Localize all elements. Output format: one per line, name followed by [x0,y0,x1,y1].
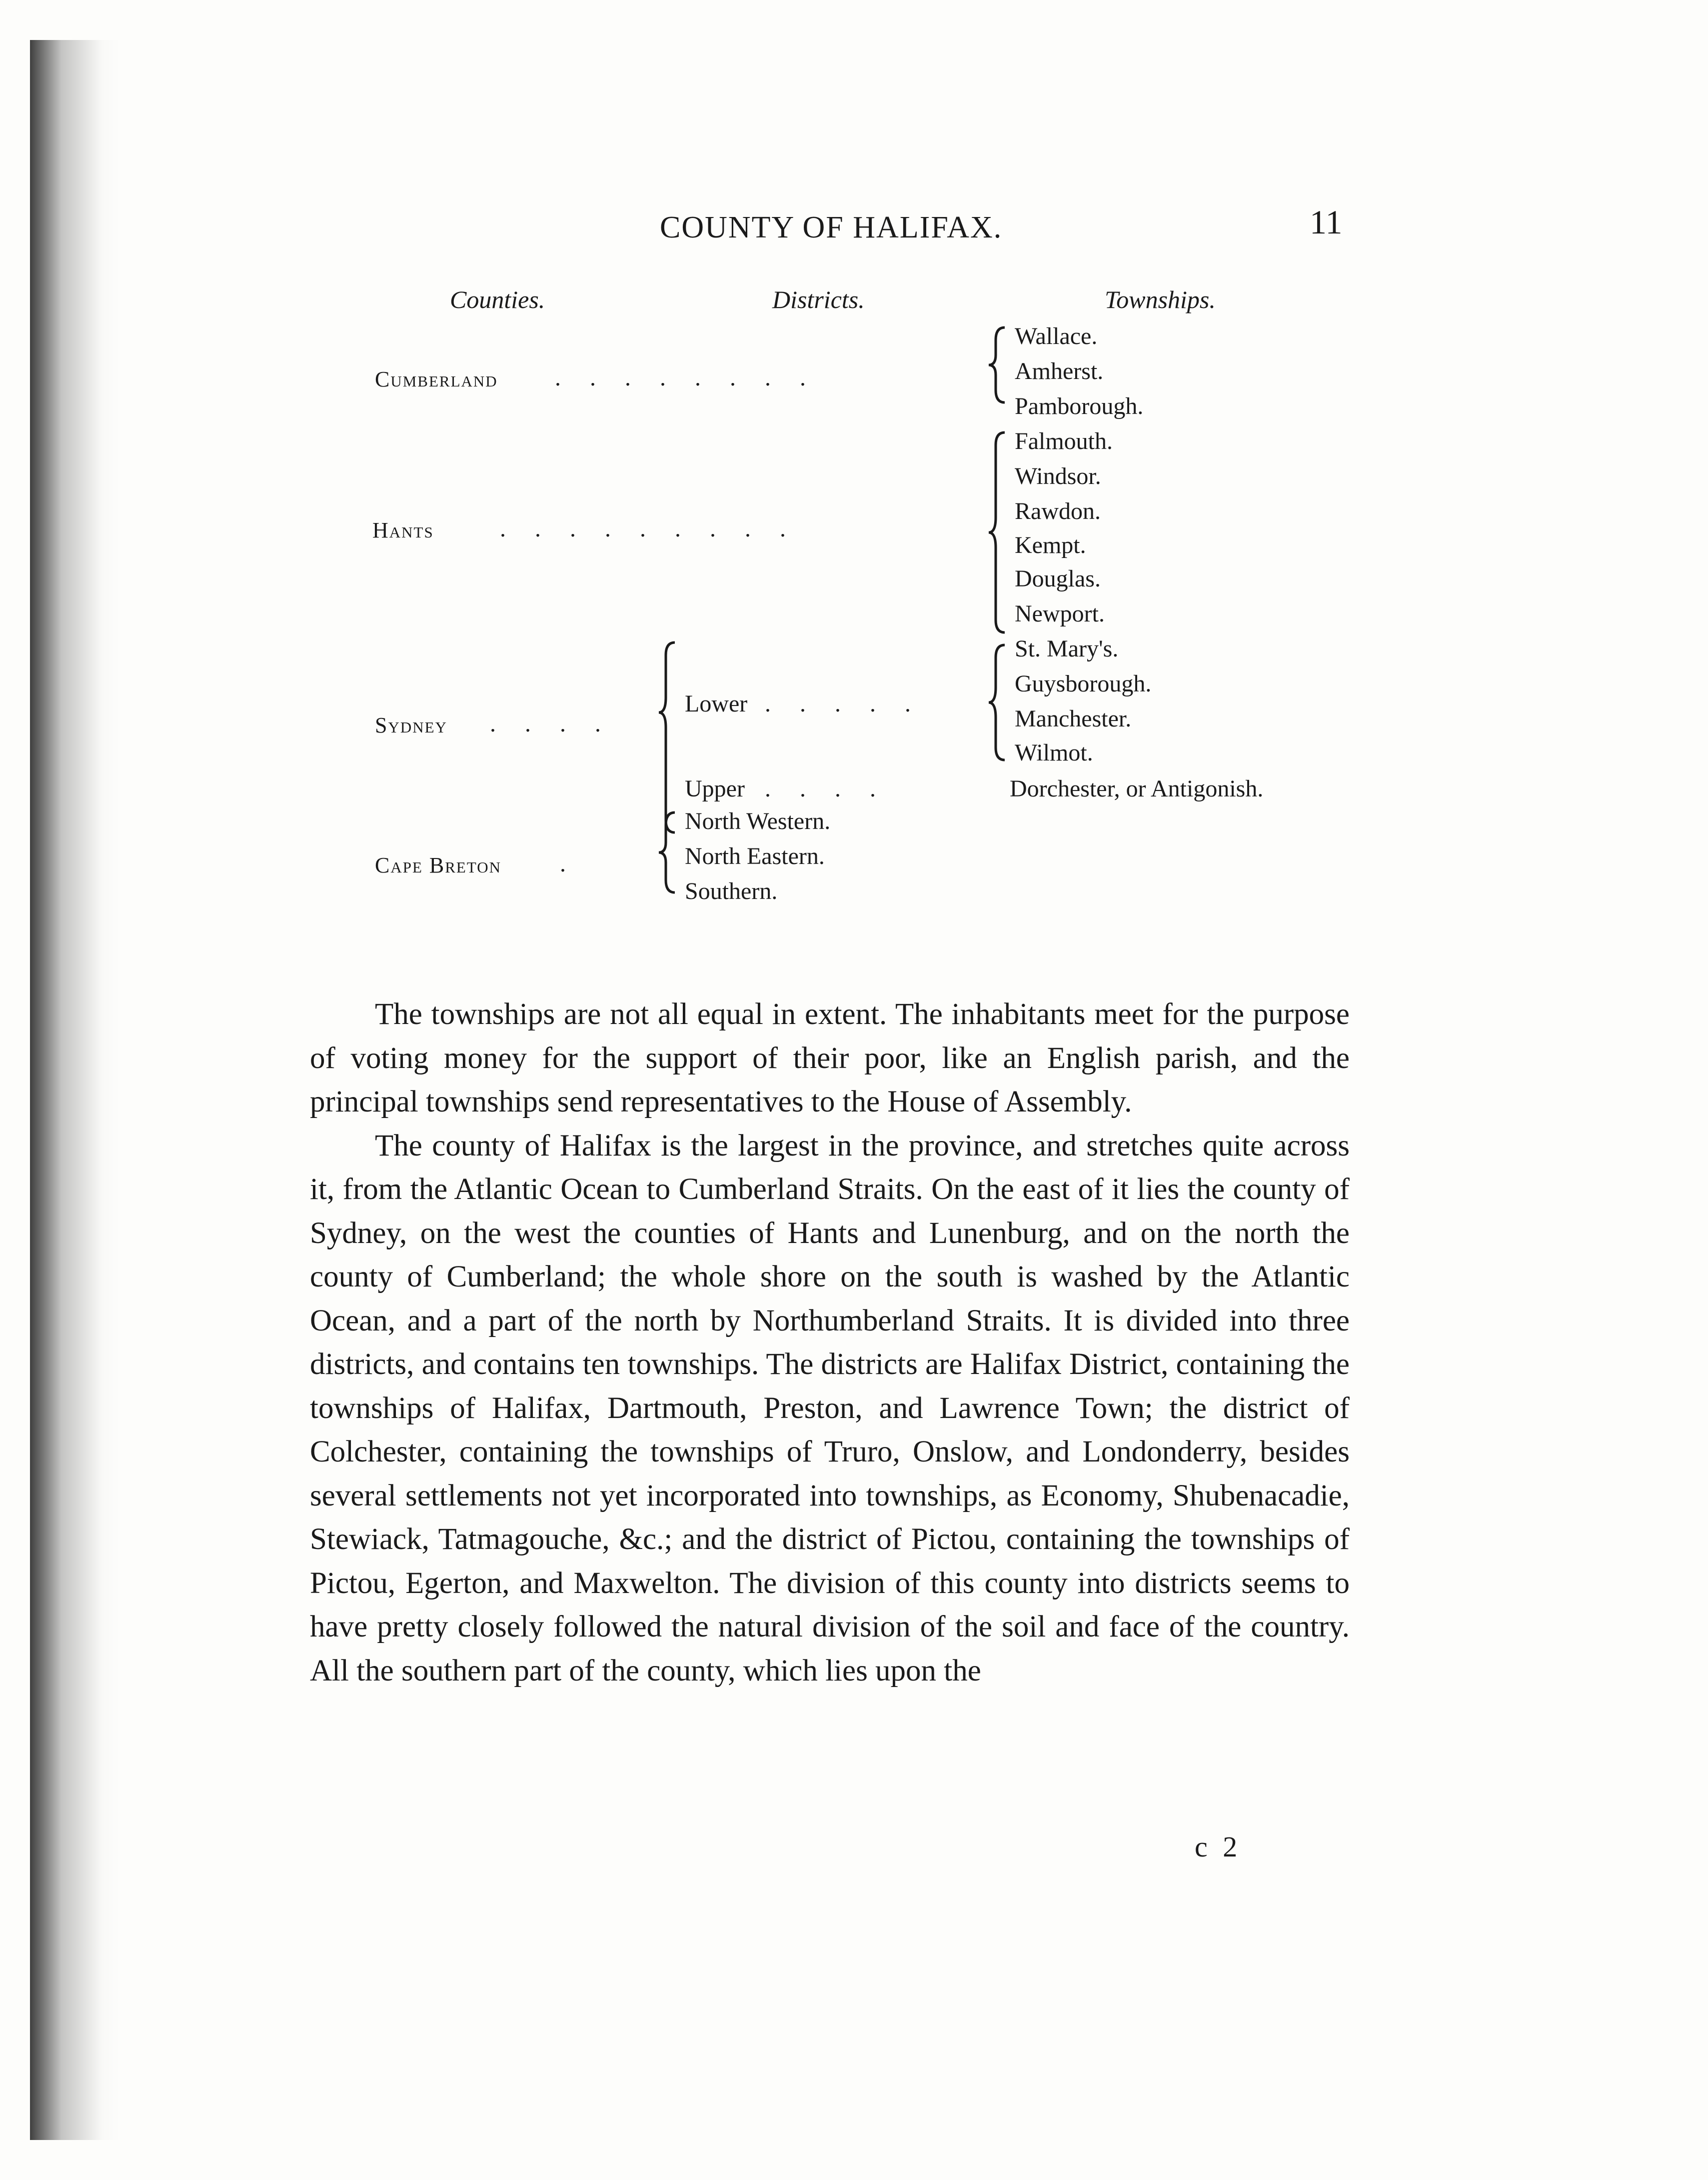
leader-dots: ........ [555,364,835,391]
township-amherst: Amherst. [1015,358,1104,384]
township-douglas: Douglas. [1015,566,1101,592]
township-windsor: Windsor. [1015,463,1101,490]
township-wilmot: Wilmot. [1015,740,1093,766]
district-southern: Southern. [685,878,778,904]
district-north-western: North Western. [685,808,831,834]
township-pamborough: Pamborough. [1015,393,1144,420]
township-rawdon: Rawdon. [1015,498,1101,524]
township-dorchester: Dorchester, or Antigonish. [1010,776,1264,802]
township-guysborough: Guysborough. [1015,670,1152,697]
township-newport: Newport. [1015,600,1105,627]
paragraph: The townships are not all equal in extent. The inhabitants meet for the purpose of voting money for the support of their poor, like an English parish, and the principal townships send representatives to the House of Assembly. [310,998,1350,1118]
body-text [310,992,1350,1692]
township-st-marys: St. Mary's. [1015,636,1119,662]
paragraph: The county of Halifax is the largest in the province, and stretches quite across it, from the Atlantic Ocean to Cumberland Straits. On the east of it lies the county of Sydney, on the west the counties of Hants and Lunenburg, and on the north the county of Cumberland; the whole shore on the south is washed by the Atlantic Ocean, and a part of the north by Northumberland Straits. It is divided into three districts, and contains ten townships. The districts are Halifax District, containing the townships of Halifax, Dartmouth, Preston, and Lawrence Town; the district of Colchester, containing the townships of Truro, Onslow, and Londonderry, besides several settlements not yet incorporated into townships, as Economy, Shubenacadie, Stewiack, Tatmagouche, &c.; and the district of Pictou, containing the townships of Pictou, Egerton, and Maxwelton. The division of this county into districts seems to have pretty closely followed the natural division of the soil and face of the country. All the southern part of the county, which lies upon the [310,1128,1350,1688]
district-north-eastern: North Eastern. [685,843,825,870]
township-kempt: Kempt. [1015,532,1086,558]
county-cape-breton: Cape Breton [375,853,502,878]
county-hants: Hants [372,518,434,542]
column-header-townships: Townships. [1105,286,1216,314]
county-cumberland: Cumberland [375,367,498,392]
leader-dots: ......... [500,516,815,542]
column-header-counties: Counties. [450,286,545,314]
township-wallace: Wallace. [1015,323,1098,350]
district-lower: Lower [685,690,748,717]
county-sydney: Sydney [375,713,447,738]
leader-dots: .... [765,776,905,802]
page-number: 11 [1310,203,1343,241]
leader-dots: .... [490,710,630,737]
district-upper: Upper [685,776,745,802]
leader-dots: . [560,850,595,877]
column-header-districts: Districts. [772,286,865,314]
township-manchester: Manchester. [1015,706,1132,732]
signature-mark: c 2 [1195,1830,1242,1863]
leader-dots: ..... [765,690,940,717]
running-title: COUNTY OF HALIFAX. [660,210,1003,244]
township-falmouth: Falmouth. [1015,428,1113,454]
